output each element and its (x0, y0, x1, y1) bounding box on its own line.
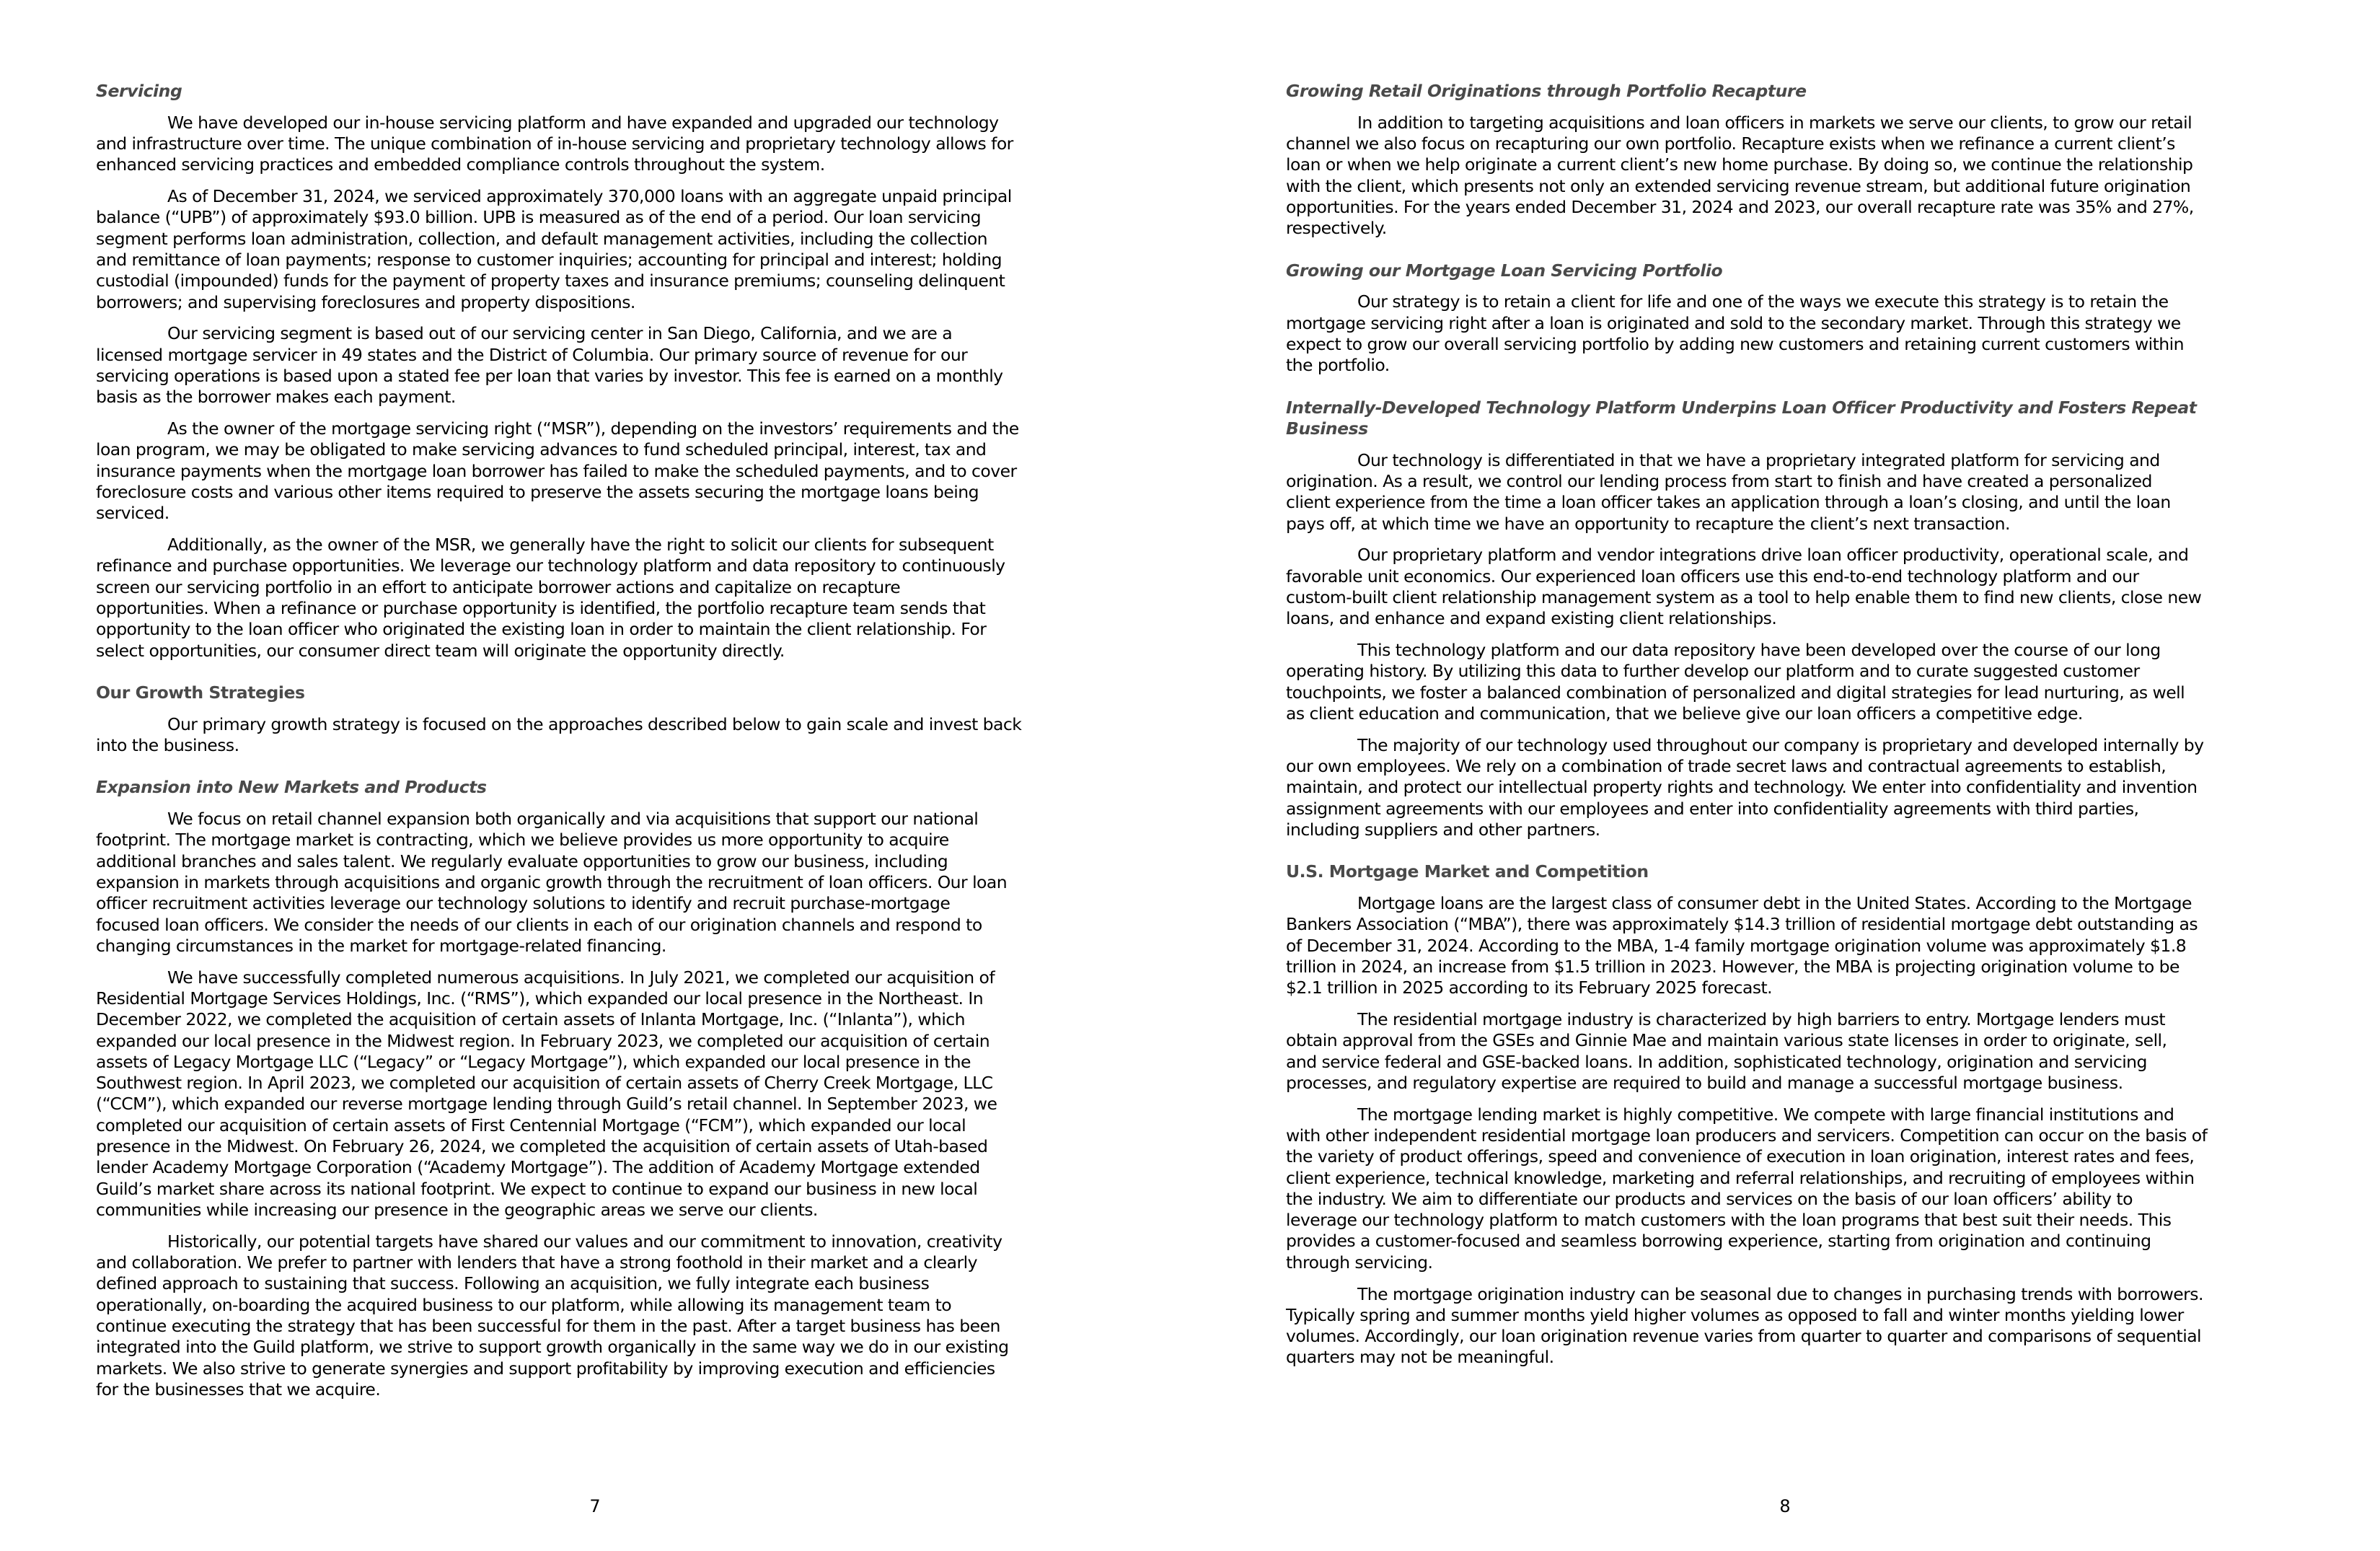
text-line: obtain approval from the GSEs and Ginnie Mae and maintain various state licenses in order to originate, sell, (1286, 1030, 2167, 1051)
text-line: and remittance of loan payments; response to customer inquiries; accounting for principal and interest; holding (96, 250, 1002, 271)
text-line: foreclosure costs and various other items required to preserve the assets securing the mortgage loans being (96, 482, 979, 503)
text-line: channel we also focus on recapturing our own portfolio. Recapture exists when we refinance a current client’s (1286, 133, 2175, 154)
text-line: Our servicing segment is based out of our servicing center in San Diego, California, and we are a (167, 323, 953, 344)
text-line: Our technology is differentiated in that we have a proprietary integrated platform for servicing and (1357, 449, 2160, 470)
text-line: with other independent residential mortgage loan producers and servicers. Competition can occur on the basis of (1286, 1125, 2208, 1146)
text-line: as client education and communication, that we believe give our loan officers a competitive edge. (1286, 703, 2083, 724)
page-number: 8 (1779, 1496, 1791, 1516)
text-line: The residential mortgage industry is characterized by high barriers to entry. Mortgage lenders must (1357, 1009, 2165, 1029)
paragraph (96, 418, 1106, 524)
text-line: loans, and enhance and expand existing client relationships. (1286, 608, 1777, 629)
section-heading-line: Growing our Mortgage Loan Servicing Portfolio (1286, 260, 1723, 281)
text-line: and infrastructure over time. The unique combination of in-house servicing and proprietary technology allows for (96, 133, 1013, 154)
text-line: Our proprietary platform and vendor integrations drive loan officer productivity, operational scale, and (1357, 545, 2189, 566)
text-line: the industry. We aim to differentiate our products and services on the basis of our loan officers’ ability to (1286, 1188, 2133, 1209)
text-line: provides a customer-focused and seamless borrowing experience, starting from origination and continuing (1286, 1231, 2151, 1252)
text-line: operationally, on-boarding the acquired business to our platform, while allowing its management team to (96, 1294, 952, 1315)
text-line: client experience from the time a loan officer takes an application through a loan’s closing, and until the loan (1286, 492, 2171, 513)
text-line: enhanced servicing practices and embedded compliance controls throughout the system. (96, 154, 825, 175)
text-line: We have successfully completed numerous acquisitions. In July 2021, we completed our acquisition of (167, 967, 995, 988)
text-line: focused loan officers. We consider the needs of our clients in each of our origination channels and respond to (96, 914, 982, 935)
text-line: $2.1 trillion in 2025 according to its February 2025 forecast. (1286, 977, 1773, 998)
text-line: for the businesses that we acquire. (96, 1379, 381, 1400)
text-line: We focus on retail channel expansion both organically and via acquisitions that support our national (167, 809, 979, 830)
text-line: into the business. (96, 735, 239, 756)
text-line: integrated into the Guild platform, we strive to support growth organically in the same way we do in our existing (96, 1337, 1009, 1358)
page-number: 7 (589, 1496, 601, 1516)
text-line: Mortgage loans are the largest class of consumer debt in the United States. According to the Mortgage (1357, 893, 2192, 913)
text-line: Our primary growth strategy is focused on the approaches described below to gain scale and invest back (167, 713, 1022, 734)
section-heading (1286, 861, 2296, 882)
text-line: Guild’s market share across its national footprint. We expect to continue to expand our business in new local (96, 1178, 978, 1199)
paragraph (1286, 1009, 2296, 1094)
section-heading (1286, 260, 2296, 281)
text-line: loan or when we help originate a current client’s new home purchase. By doing so, we continue the relationship (1286, 154, 2193, 175)
text-line: In addition to targeting acquisitions and loan officers in markets we serve our clients, to grow our retail (1357, 112, 2192, 133)
section-heading (1286, 81, 2296, 102)
text-line: completed our acquisition of certain assets of First Centennial Mortgage (“FCM”), which expanded our local (96, 1115, 966, 1135)
text-line: Historically, our potential targets have shared our values and our commitment to innovation, creativity (167, 1231, 1002, 1252)
text-line: markets. We also strive to generate synergies and support profitability by improving execution and efficiencies (96, 1358, 995, 1379)
text-line: basis as the borrower makes each payment. (96, 387, 456, 408)
text-line: the variety of product offerings, speed and convenience of execution in loan origination, interest rates and fees, (1286, 1146, 2195, 1167)
text-line: lender Academy Mortgage Corporation (“Academy Mortgage”). The addition of Academy Mortgage extended (96, 1157, 980, 1178)
section-heading-line: Business (1286, 418, 1368, 439)
section-heading (1286, 397, 2296, 440)
paragraph (96, 1231, 1106, 1400)
text-line: origination. As a result, we control our lending process from start to finish and have created a personalized (1286, 470, 2152, 491)
text-line: operating history. By utilizing this data to further develop our platform and to curate suggested customer (1286, 661, 2140, 682)
paragraph (1286, 113, 2296, 240)
text-line: loan program, we may be obligated to make servicing advances to fund scheduled principal, interest, tax and (96, 439, 987, 460)
text-line: footprint. The mortgage market is contracting, which we believe provides us more opportunity to acquire (96, 830, 949, 851)
paragraph (1286, 1104, 2296, 1273)
paragraph (1286, 545, 2296, 629)
paragraph (1286, 735, 2296, 840)
text-line: the portfolio. (1286, 355, 1390, 376)
text-line: Southwest region. In April 2023, we completed our acquisition of certain assets of Cherry Creek Mortgage, LLC (96, 1073, 993, 1094)
text-line: leverage our technology platform to match customers with the loan programs that best suit their needs. This (1286, 1210, 2172, 1231)
text-line: Typically spring and summer months yield higher volumes as opposed to fall and winter months yielding lower (1286, 1304, 2184, 1325)
paragraph (96, 809, 1106, 957)
text-line: refinance and purchase opportunities. We leverage our technology platform and data repository to continuously (96, 555, 1005, 576)
text-line: communities while increasing our presence in the geographic areas we serve our clients. (96, 1199, 818, 1220)
text-line: segment performs loan administration, collection, and default management activities, including the collection (96, 228, 988, 249)
text-line: through servicing. (1286, 1252, 1433, 1273)
text-line: with the client, which presents not only an extended servicing revenue stream, but additional future origination (1286, 175, 2191, 196)
section-heading-line: Our Growth Strategies (96, 682, 305, 703)
text-line: volumes. Accordingly, our loan origination revenue varies from quarter to quarter and comparisons of sequential (1286, 1326, 2202, 1347)
section-heading-line: U.S. Mortgage Market and Competition (1286, 861, 1649, 882)
text-line: insurance payments when the mortgage loan borrower has failed to make the scheduled payments, and to cover (96, 460, 1017, 481)
text-line: quarters may not be meaningful. (1286, 1347, 1554, 1368)
text-line: of December 31, 2024. According to the MBA, 1-4 family mortgage origination volume was approximately $1.8 (1286, 935, 2187, 956)
text-line: December 2022, we completed the acquisition of certain assets of Inlanta Mortgage, Inc. (“Inlanta”), which (96, 1009, 966, 1030)
text-line: borrowers; and supervising foreclosures and property dispositions. (96, 291, 635, 312)
section-spacer (1286, 851, 2296, 862)
paragraph (96, 323, 1106, 408)
section-heading (96, 682, 1106, 703)
paragraph (1286, 291, 2296, 376)
text-line: and collaboration. We prefer to partner with lenders that have a strong foothold in their market and a clearly (96, 1252, 977, 1273)
text-line: As the owner of the mortgage servicing right (“MSR”), depending on the investors’ requirements and the (167, 418, 1019, 439)
text-line: (“CCM”), which expanded our reverse mortgage lending through Guild’s retail channel. In September 2023, we (96, 1094, 997, 1115)
section-heading (96, 81, 1106, 102)
section-spacer (96, 767, 1106, 778)
paragraph (1286, 450, 2296, 535)
text-line: expect to grow our overall servicing portfolio by adding new customers and retaining current customers within (1286, 333, 2184, 354)
text-line: Our strategy is to retain a client for life and one of the ways we execute this strategy is to retain the (1357, 291, 2169, 312)
paragraph (96, 113, 1106, 176)
text-line: presence in the Midwest. On February 26, 2024, we completed the acquisition of certain assets of Utah-based (96, 1136, 988, 1157)
section-heading-line: Internally-Developed Technology Platform Underpins Loan Officer Productivity and Fosters Repeat (1286, 397, 2197, 418)
paragraph (96, 535, 1106, 662)
paragraph (96, 186, 1106, 313)
text-line: servicing operations is based upon a stated fee per loan that varies by investor. This fee is earned on a monthly (96, 366, 1003, 387)
text-line: trillion in 2024, an increase from $1.5 trillion in 2023. However, the MBA is projecting origination volume to be (1286, 956, 2180, 977)
text-line: pays off, at which time we have an opportunity to recapture the client’s next transaction. (1286, 513, 2010, 534)
text-line: The mortgage origination industry can be seasonal due to changes in purchasing trends with borrowers. (1357, 1283, 2203, 1304)
text-line: As of December 31, 2024, we serviced approximately 370,000 loans with an aggregate unpaid principal (167, 186, 1012, 207)
section-heading-line: Growing Retail Originations through Portfolio Recapture (1286, 81, 1807, 101)
paragraph (96, 714, 1106, 757)
text-line: favorable unit economics. Our experienced loan officers use this end-to-end technology platform and our (1286, 566, 2139, 586)
section-heading-line: Servicing (96, 81, 182, 101)
page-content (96, 81, 1106, 1411)
paragraph (1286, 893, 2296, 998)
text-line: We have developed our in-house servicing platform and have expanded and upgraded our technology (167, 112, 999, 133)
text-line: officer recruitment activities leverage our technology solutions to identify and recruit purchase-mortgage (96, 893, 951, 914)
section-spacer (1286, 387, 2296, 397)
text-line: opportunity to the loan officer who originated the existing loan in order to maintain the client relationship. For (96, 619, 987, 640)
text-line: expansion in markets through acquisitions and organic growth through the recruitment of loan officers. Our loan (96, 872, 1008, 892)
page-content (1286, 81, 2296, 1379)
text-line: our own employees. We rely on a combination of trade secret laws and contractual agreements to establish, (1286, 756, 2167, 777)
text-line: and service federal and GSE-backed loans. In addition, sophisticated technology, origination and servicing (1286, 1051, 2147, 1072)
section-heading (96, 777, 1106, 798)
text-line: changing circumstances in the market for mortgage-related financing. (96, 935, 666, 956)
text-line: continue executing the strategy that has been successful for them in the past. After a target business has been (96, 1315, 1000, 1336)
text-line: maintain, and protect our intellectual property rights and technology. We enter into confidentiality and invention (1286, 777, 2198, 798)
text-line: assignment agreements with our employees and enter into confidentiality agreements with third parties, (1286, 798, 2139, 819)
text-line: including suppliers and other partners. (1286, 819, 1600, 840)
text-line: screen our servicing portfolio in an effort to anticipate borrower actions and capitalize on recapture (96, 576, 901, 597)
text-line: defined approach to sustaining that success. Following an acquisition, we fully integrate each business (96, 1273, 930, 1294)
text-line: custodial (impounded) funds for the payment of property taxes and insurance premiums; counseling delinquent (96, 271, 1005, 291)
text-line: This technology platform and our data repository have been developed over the course of our long (1357, 640, 2161, 661)
section-heading-line: Expansion into New Markets and Products (96, 777, 487, 798)
text-line: assets of Legacy Mortgage LLC (“Legacy” or “Legacy Mortgage”), which expanded our local presence in the (96, 1051, 971, 1072)
text-line: The majority of our technology used throughout our company is proprietary and developed internally by (1357, 734, 2204, 755)
text-line: licensed mortgage servicer in 49 states and the District of Columbia. Our primary source of revenue for our (96, 344, 968, 365)
text-line: select opportunities, our consumer direct team will originate the opportunity directly. (96, 640, 785, 661)
text-line: The mortgage lending market is highly competitive. We compete with large financial institutions and (1357, 1104, 2174, 1125)
text-line: serviced. (96, 503, 169, 524)
text-line: client experience, technical knowledge, marketing and referral relationships, and recruiting of employees within (1286, 1167, 2195, 1188)
paragraph (1286, 1284, 2296, 1368)
text-line: opportunities. For the years ended December 31, 2024 and 2023, our overall recapture rate was 35% and 27%, (1286, 196, 2194, 217)
text-line: Bankers Association (“MBA”), there was approximately $14.3 trillion of residential mortgage debt outstanding as (1286, 914, 2198, 935)
text-line: balance (“UPB”) of approximately $93.0 billion. UPB is measured as of the end of a period. Our loan servicing (96, 207, 981, 228)
text-line: touchpoints, we foster a balanced combination of personalized and digital strategies for lead nurturing, as well (1286, 682, 2185, 703)
text-line: respectively. (1286, 218, 1387, 239)
text-line: mortgage servicing right after a loan is originated and sold to the secondary market. Through this strategy we (1286, 312, 2181, 333)
text-line: processes, and regulatory expertise are required to build and manage a successful mortgage business. (1286, 1072, 2123, 1093)
paragraph (1286, 640, 2296, 724)
section-spacer (96, 672, 1106, 682)
text-line: additional branches and sales talent. We regularly evaluate opportunities to grow our business, including (96, 851, 948, 871)
paragraph (96, 967, 1106, 1221)
text-line: custom-built client relationship management system as a tool to help enable them to find new clients, close new (1286, 586, 2202, 607)
section-spacer (1286, 250, 2296, 260)
text-line: Residential Mortgage Services Holdings, Inc. (“RMS”), which expanded our local presence in the Northeast. In (96, 988, 984, 1009)
text-line: opportunities. When a refinance or purchase opportunity is identified, the portfolio recapture team sends that (96, 598, 986, 619)
text-line: Additionally, as the owner of the MSR, we generally have the right to solicit our clients for subsequent (167, 535, 994, 555)
text-line: expanded our local presence in the Midwest region. In February 2023, we completed our acquisition of certain (96, 1030, 990, 1051)
page-8 (1190, 0, 2380, 1551)
